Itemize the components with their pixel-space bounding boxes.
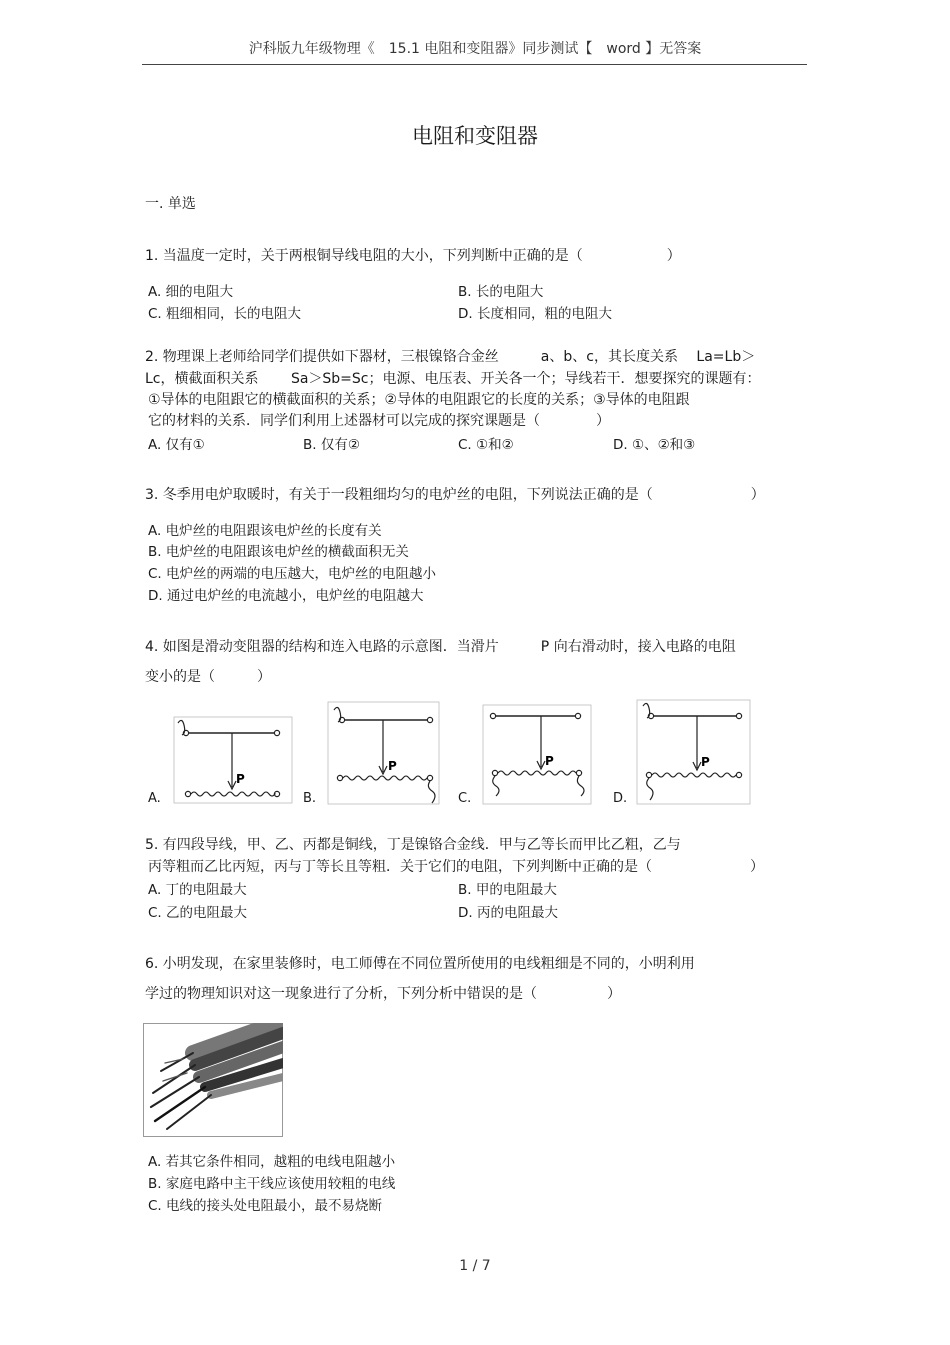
q4-rheostat-figure-c [481,703,593,806]
q4-figure-b-p-label: P [388,759,397,773]
q5-option-d: D. 丙的电阻最大 [458,905,558,921]
q2-option-d: D. ①、②和③ [613,437,696,453]
q4-line-2: 变小的是（ ） [145,669,271,685]
header-rule [142,64,807,65]
q3-option-a: A. 电炉丝的电阻跟该电炉丝的长度有关 [148,523,382,539]
section-heading: 一. 单选 [145,196,196,212]
page-header: 沪科版九年级物理《 15.1 电阻和变阻器》同步测试【 word 】无答案 [248,41,702,57]
q2-line-2: Lc，横截面积关系 Sa＞Sb=Sc；电源、电压表、开关各一个；导线若干．想要探究的课题有： [145,371,761,387]
q2-option-a: A. 仅有① [148,437,205,453]
q4-figure-c-label: C. [458,791,472,806]
q3-option-b: B. 电炉丝的电阻跟该电炉丝的横截面积无关 [148,544,409,560]
q1-option-a: A. 细的电阻大 [148,284,234,300]
page-number: 1 / 7 [459,1258,491,1274]
document-title: 电阻和变阻器 [412,124,538,148]
q6-line-2: 学过的物理知识对这一现象进行了分析，下列分析中错误的是（ ） [145,986,621,1002]
q2-line-1: 2. 物理课上老师给同学们提供如下器材，三根镍铬合金丝 a、b、c，其长度关系 La=Lb＞ [145,349,756,365]
q4-figure-a-p-label: P [236,772,245,786]
q1-stem: 1. 当温度一定时，关于两根铜导线电阻的大小，下列判断中正确的是（ ） [145,248,681,264]
q2-option-c: C. ①和② [458,437,514,453]
q1-option-c: C. 粗细相同，长的电阻大 [148,306,302,322]
q6-option-b: B. 家庭电路中主干线应该使用较粗的电线 [148,1176,396,1192]
q4-line-1: 4. 如图是滑动变阻器的结构和连入电路的示意图．当滑片 P 向右滑动时，接入电路的电阻 [145,639,736,655]
q4-figure-c-p-label: P [545,754,554,768]
q5-option-c: C. 乙的电阻最大 [148,905,248,921]
q6-option-c: C. 电线的接头处电阻最小，最不易烧断 [148,1198,383,1214]
q2-line-3: ①导体的电阻跟它的横截面积的关系；②导体的电阻跟它的长度的关系；③导体的电阻跟 [148,392,690,408]
q4-figure-b-label: B. [303,791,317,806]
q4-figure-a-label: A. [148,791,161,806]
q3-option-d: D. 通过电炉丝的电流越小，电炉丝的电阻越大 [148,588,424,604]
q6-line-1: 6. 小明发现，在家里装修时，电工师傅在不同位置所使用的电线粗细是不同的，小明利用 [145,956,695,972]
q4-rheostat-figure-d [635,698,752,806]
q5-option-b: B. 甲的电阻最大 [458,882,557,898]
q3-stem: 3. 冬季用电炉取暖时，有关于一段粗细均匀的电炉丝的电阻，下列说法正确的是（ ） [145,487,765,503]
q2-option-b: B. 仅有② [303,437,360,453]
q2-line-4: 它的材料的关系．同学们利用上述器材可以完成的探究课题是（ ） [148,413,610,429]
q4-rheostat-figure-b [326,700,441,806]
q5-line-2: 丙等粗而乙比丙短，丙与丁等长且等粗．关于它们的电阻，下列判断中正确的是（ ） [148,859,764,875]
q4-figure-d-label: D. [613,791,628,806]
q1-option-d: D. 长度相同，粗的电阻大 [458,306,612,322]
q5-line-1: 5. 有四段导线，甲、乙、丙都是铜线，丁是镍铬合金线．甲与乙等长而甲比乙粗，乙与 [145,837,681,853]
q6-wires-photo [143,1023,283,1137]
q6-option-a: A. 若其它条件相同，越粗的电线电阻越小 [148,1154,396,1170]
q4-rheostat-figure-a [172,715,294,805]
q5-option-a: A. 丁的电阻最大 [148,882,247,898]
q3-option-c: C. 电炉丝的两端的电压越大，电炉丝的电阻越小 [148,566,437,582]
q1-option-b: B. 长的电阻大 [458,284,544,300]
q4-figure-d-p-label: P [701,755,710,769]
